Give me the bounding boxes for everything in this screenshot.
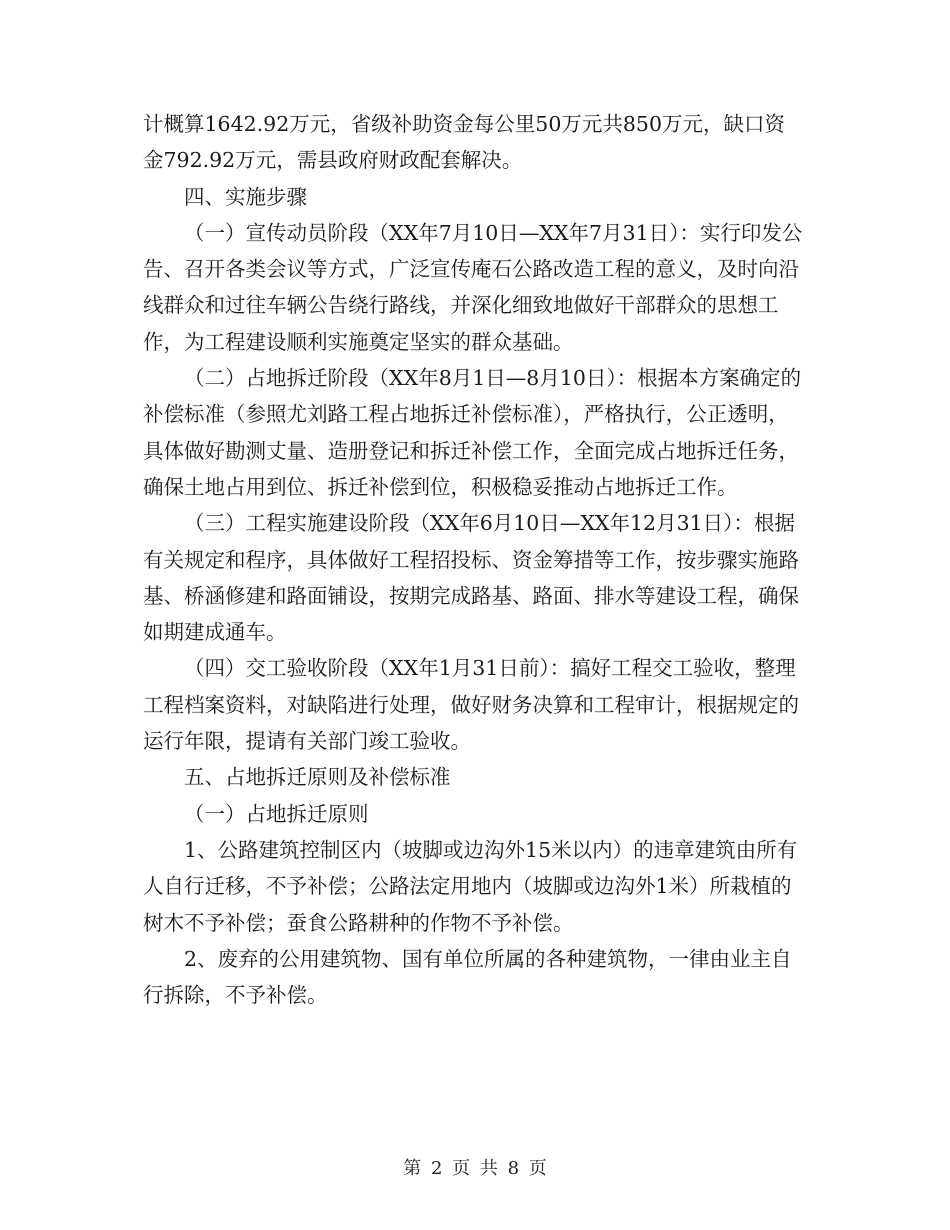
page-number-footer: 第 2 页 共 8 页 xyxy=(403,1158,547,1179)
heading-demolition-principles: 五、占地拆迁原则及补偿标准 xyxy=(184,765,451,790)
paragraph-budget: 计概算1642.92万元，省级补助资金每公里50万元共850万元，缺口资金792.92万元，需县政府财政配套解决。 xyxy=(143,112,785,173)
paragraph-principle-2: 2、废弃的公用建筑物、国有单位所属的各种建筑物，一律由业主自行拆除，不予补偿。 xyxy=(143,946,792,1008)
paragraph-step-4: （四）交工验收阶段（XX年1月31日前）：搞好工程交工验收，整理工程档案资料，对缺陷进行处理，做好财务决算和工程审计，根据规定的运行年限，提请有关部门竣工验收。 xyxy=(143,656,799,754)
heading-implementation-steps: 四、实施步骤 xyxy=(184,184,307,209)
paragraph-step-1: （一）宣传动员阶段（XX年7月10日—XX年7月31日）：实行印发公告、召开各类会议等方式，广泛宣传庵石公路改造工程的意义，及时向沿线群众和过往车辆公告绕行路线，并深化细致地做好干部群众的思想工作，为工程建设顺利实施奠定坚实的群众基础。 xyxy=(143,220,803,354)
paragraph-step-2: （二）占地拆迁阶段（XX年8月1日—8月10日）：根据本方案确定的补偿标准（参照尤刘路工程占地拆迁补偿标准），严格执行，公正透明，具体做好勘测丈量、造册登记和拆迁补偿工作，全面完成占地拆迁任务，确保土地占用到位、拆迁补偿到位，积极稳妥推动占地拆迁工作。 xyxy=(143,366,802,499)
paragraph-step-3: （三）工程实施建设阶段（XX年6月10日—XX年12月31日）：根据有关规定和程序，具体做好工程招投标、资金筹措等工作，按步骤实施路基、桥涵修建和路面铺设，按期完成路基、路面、排水等建设工程，确保如期建成通车。 xyxy=(143,511,799,645)
paragraph-principle-1: 1、公路建筑控制区内（坡脚或边沟外15米以内）的违章建筑由所有人自行迁移，不予补偿；公路法定用地内（坡脚或边沟外1米）所栽植的树木不予补偿；蚕食公路耕种的作物不予补偿。 xyxy=(143,837,798,935)
body-text xyxy=(143,106,803,1013)
subheading-principles: （一）占地拆迁原则 xyxy=(184,801,369,826)
